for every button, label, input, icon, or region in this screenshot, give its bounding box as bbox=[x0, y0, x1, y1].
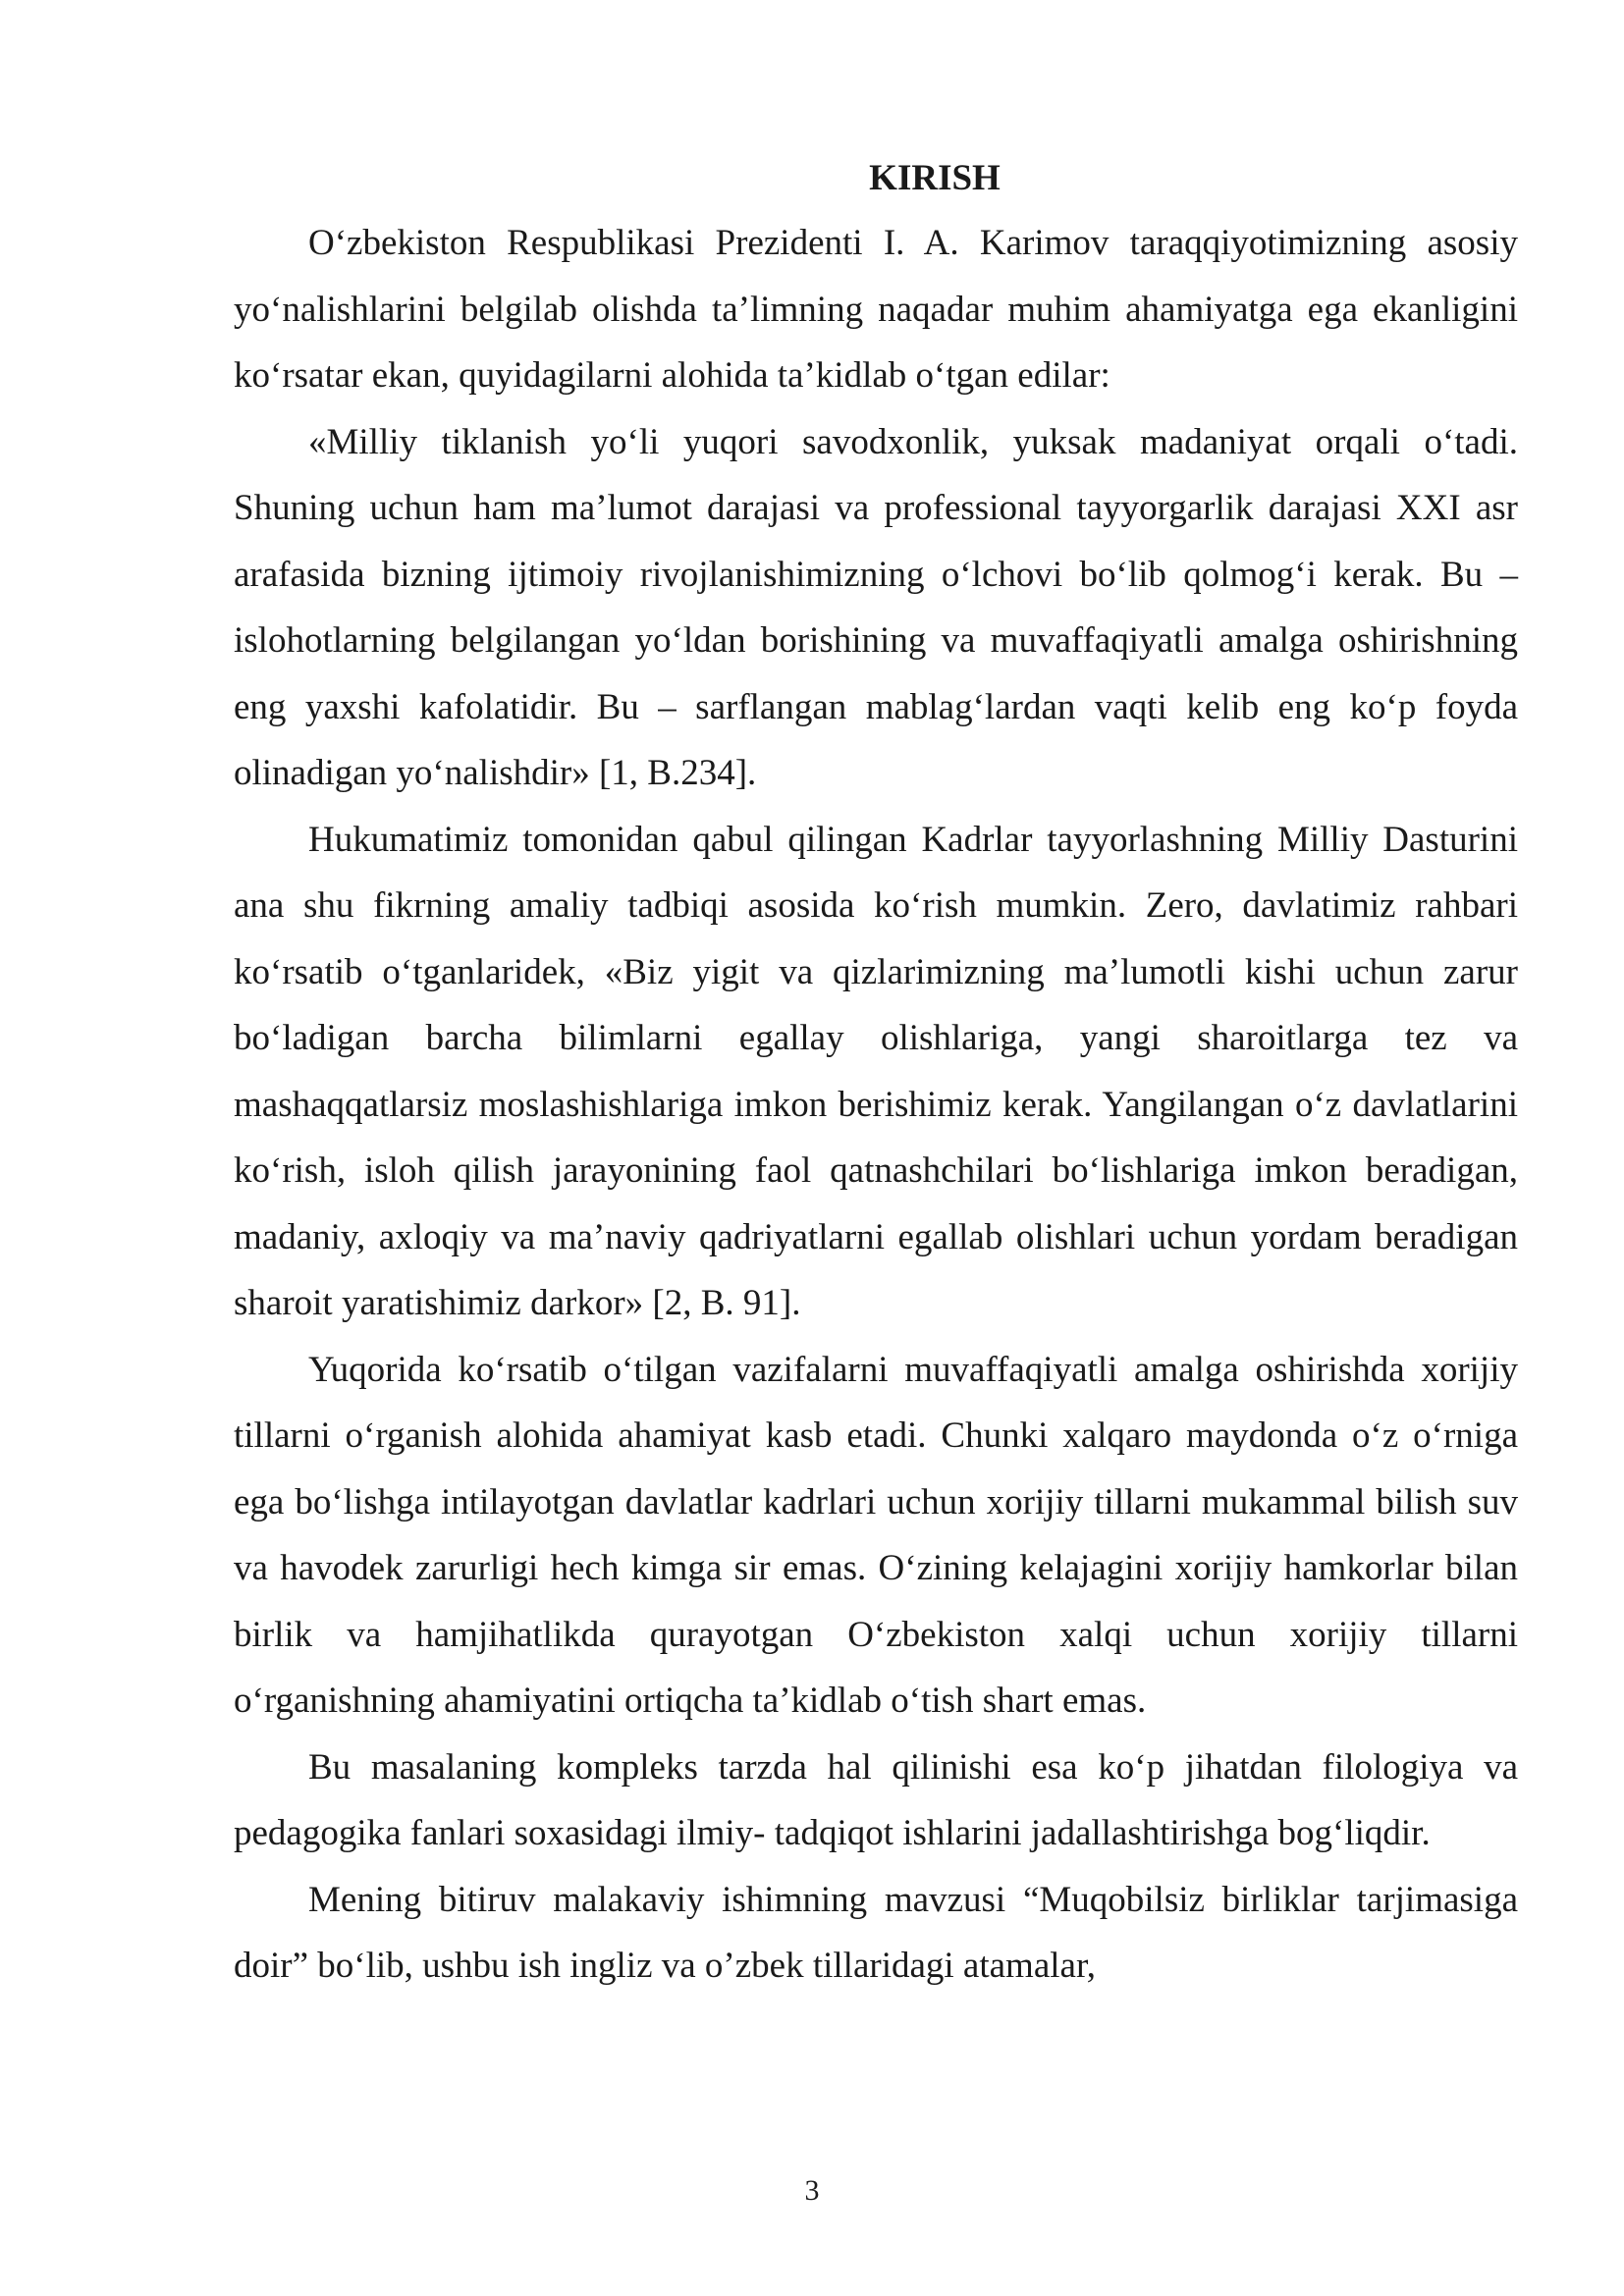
paragraph-4: Yuqorida ko‘rsatib o‘tilgan vazifalarni muvaffaqiyatli amalga oshirishda xorijiy tillarni o‘rganish alohida ahamiyat kasb etadi. Chunki xalqaro maydonda o‘z o‘rniga ega bo‘lishga intilayotgan davlatlar kadrlari uchun xorijiy tillarni mukammal bilish suv va havodek zarurligi hech kimga sir emas. O‘zining kelajagini xorijiy hamkorlar bilan birlik va hamjihatlikda qurayotgan O‘zbekiston xalqi uchun xorijiy tillarni o‘rganishning ahamiyatini ortiqcha ta’kidlab o‘tish shart emas. bbox=[234, 1349, 1518, 1721]
paragraph-5: Bu masalaning kompleks tarzda hal qilinishi esa ko‘p jihatdan filologiya va pedagogika fanlari soxasidagi ilmiy- tadqiqot ishlarini jadallashtirishga bog‘liqdir. bbox=[234, 1746, 1518, 1853]
section-heading: KIRISH bbox=[869, 158, 1001, 198]
page-content bbox=[234, 147, 1518, 2000]
paragraph-1: O‘zbekiston Respublikasi Prezidenti I. A. Karimov taraqqiyotimizning asosiy yo‘nalishlarini belgilab olishda ta’limning naqadar muhim ahamiyatga ega ekanligini ko‘rsatar ekan, quyidagilarni alohida ta’kidlab o‘tgan edilar: bbox=[234, 223, 1518, 396]
page-number: 3 bbox=[804, 2174, 820, 2207]
paragraph-3: Hukumatimiz tomonidan qabul qilingan Kadrlar tayyorlashning Milliy Dasturini ana shu fikrning amaliy tadbiqi asosida ko‘rish mumkin. Zero, davlatimiz rahbari ko‘rsatib o‘tganlaridek, «Biz yigit va qizlarimizning ma’lumotli kishi uchun zarur bo‘ladigan barcha bilimlarni egallay olishlariga, yangi sharoitlarga tez va mashaqqatlarsiz moslashishlariga imkon berishimiz kerak. Yangilangan o‘z davlatlarini ko‘rish, isloh qilish jarayonining faol qatnashchilari bo‘lishlariga imkon beradigan, madaniy, axloqiy va ma’naviy qadriyatlarni egallab olishlari uchun yordam beradigan sharoit yaratishimiz darkor» [2, B. 91]. bbox=[234, 819, 1518, 1323]
paragraph-2-quote: «Milliy tiklanish yo‘li yuqori savodxonlik, yuksak madaniyat orqali o‘tadi. Shuning uchun ham ma’lumot darajasi va professional tayyorgarlik darajasi XXI asr arafasida bizning ijtimoiy rivojlanishimizning o‘lchovi bo‘lib qolmog‘i kerak. Bu – islohotlarning belgilangan yo‘ldan borishining va muvaffaqiyatli amalga oshirishning eng yaxshi kafolatidir. Bu – sarflangan mablag‘lardan vaqti kelib eng ko‘p foyda olinadigan yo‘nalishdir» [1, B.234]. bbox=[234, 421, 1518, 793]
paragraph-6: Mening bitiruv malakaviy ishimning mavzusi “Muqobilsiz birliklar tarjimasiga doir” bo‘lib, ushbu ish ingliz va o’zbek tillaridagi atamalar, bbox=[234, 1879, 1518, 1986]
